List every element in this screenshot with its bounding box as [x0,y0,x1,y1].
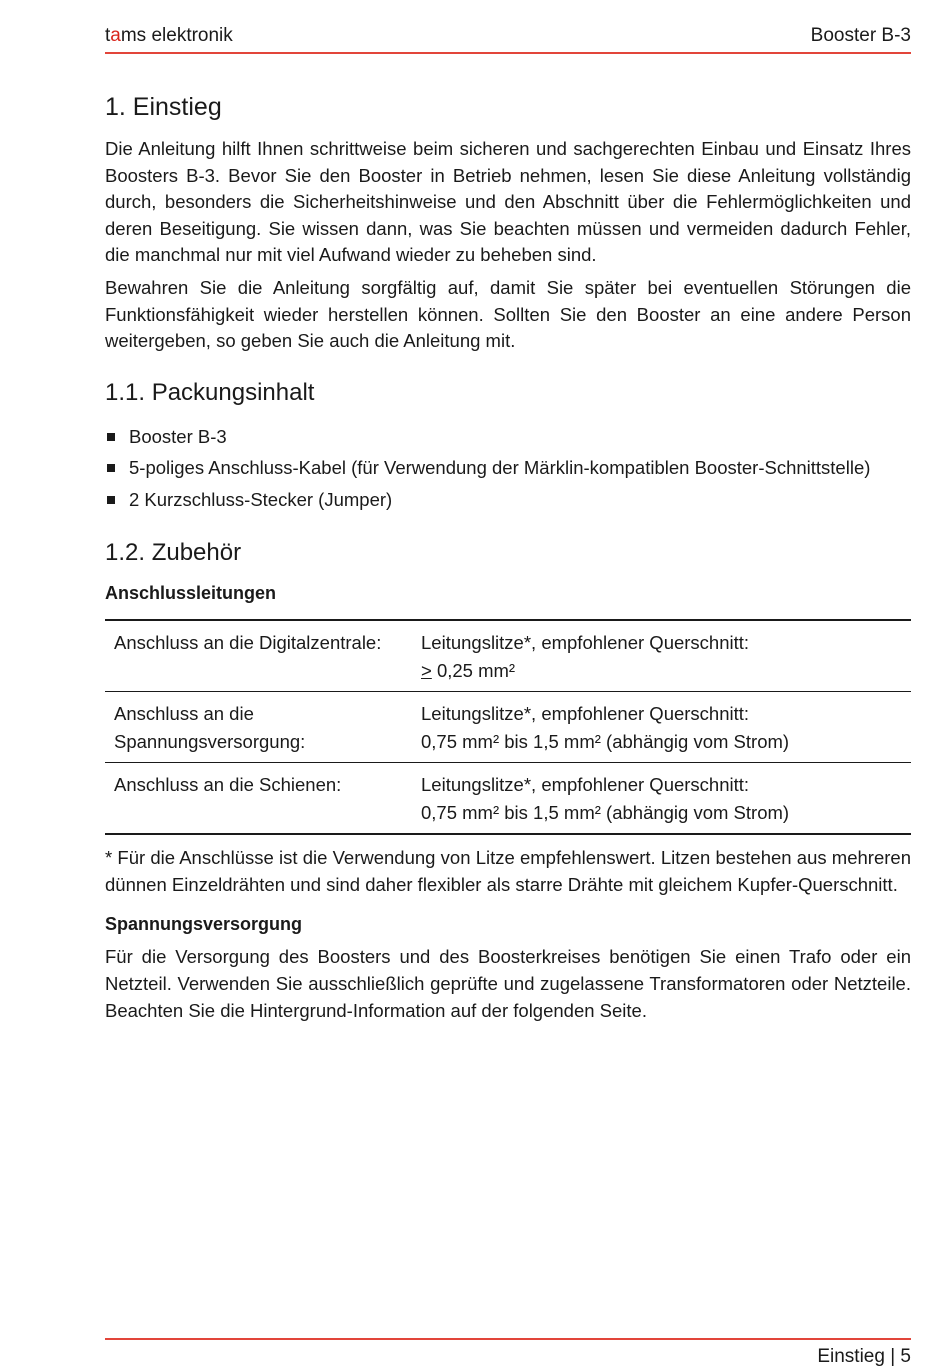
page-footer [105,1344,911,1370]
bullet-square-icon [107,433,115,441]
document-title: Booster B-3 [810,25,911,46]
table-row [105,692,911,763]
table-row [105,763,911,835]
bullet-square-icon [107,464,115,472]
page-content [105,90,911,1030]
brand-letter-t: t [105,25,111,46]
power-supply-paragraph: Für die Versorgung des Boosters und des Boosterkreises benötigen Sie einen Trafo oder ein Netzteil. Verwenden Sie ausschließlich geprüfte und zugelassene Transformatoren oder Netzteile. Beachten Sie die Hintergrund-Information auf der folgenden Seite. [105,946,911,1021]
table-cell-value: Leitungslitze*, empfohlener Querschnitt: 0,75 mm² bis 1,5 mm² (abhängig vom Strom) [412,692,911,763]
table-cell-value: Leitungslitze*, empfohlener Querschnitt: > 0,25 mm² [421,632,750,681]
list-item: Booster B-3 [105,421,911,453]
table-cell-value: Leitungslitze*, empfohlener Querschnitt: 0,75 mm² bis 1,5 mm² (abhängig vom Strom) [412,763,911,835]
header-rule [105,52,911,54]
list-item: 5-poliges Anschluss-Kabel (für Verwendung der Märklin-kompatiblen Booster-Schnittstelle) [105,452,911,484]
footnote: * Für die Anschlüsse ist die Verwendung von Litze empfehlenswert. Litzen bestehen aus mehreren dünnen Einzeldrähten und sind daher flexibler als starre Drähte mit gleichem Kupfer-Querschnitt. [105,847,911,895]
page-number: Einstieg | 5 [817,1346,911,1367]
section-1-paragraph-1: Die Anleitung hilft Ihnen schrittweise beim sicheren und sachgerechten Einbau und Einsatz Ihres Boosters B-3. Bevor Sie den Booster in Betrieb nehmen, lesen Sie diese Anleitung vollständig durch, besonders die Sicherheitshinweise und den Abschnitt über die Fehlermöglichkeiten und deren Beseitigung. Sie wissen dann, was Sie beachten müssen und vermeiden dadurch Fehler, die manchmal nur mit viel Aufwand wieder zu beheben sind. [105,138,911,266]
brand-name [105,24,233,48]
section-1-2-title: 1.2. Zubehör [105,539,242,567]
page-header [105,24,911,48]
bullet-square-icon [107,496,115,504]
table-cell-label: Anschluss an die Spannungsversorgung: [105,692,412,763]
package-contents-list [105,421,911,516]
table-row [105,620,911,692]
brand-rest: ms elektronik [120,25,233,46]
section-1-title: 1. Einstieg [105,93,222,121]
list-item: 2 Kurzschluss-Stecker (Jumper) [105,484,911,516]
subheading-connection-cables: Anschlussleitungen [105,583,277,604]
subheading-power-supply: Spannungsversorgung [105,914,303,935]
table-cell-label: Anschluss an die Schienen: [105,763,412,835]
table-cell-label: Anschluss an die Digitalzentrale: [114,632,382,654]
section-1-paragraph-2: Bewahren Sie die Anleitung sorgfältig auf, damit Sie später bei eventuellen Störungen die Funktionsfähigkeit wieder herstellen können. Sollten Sie den Booster an eine andere Person weitergeben, so geben Sie auch die Anleitung mit. [105,276,911,352]
footer-rule [105,1338,911,1340]
greater-equal-sign: > [421,659,432,681]
section-1-1-title: 1.1. Packungsinhalt [105,378,315,406]
brand-letter-a: a [110,25,121,46]
connection-cables-table [105,619,911,835]
